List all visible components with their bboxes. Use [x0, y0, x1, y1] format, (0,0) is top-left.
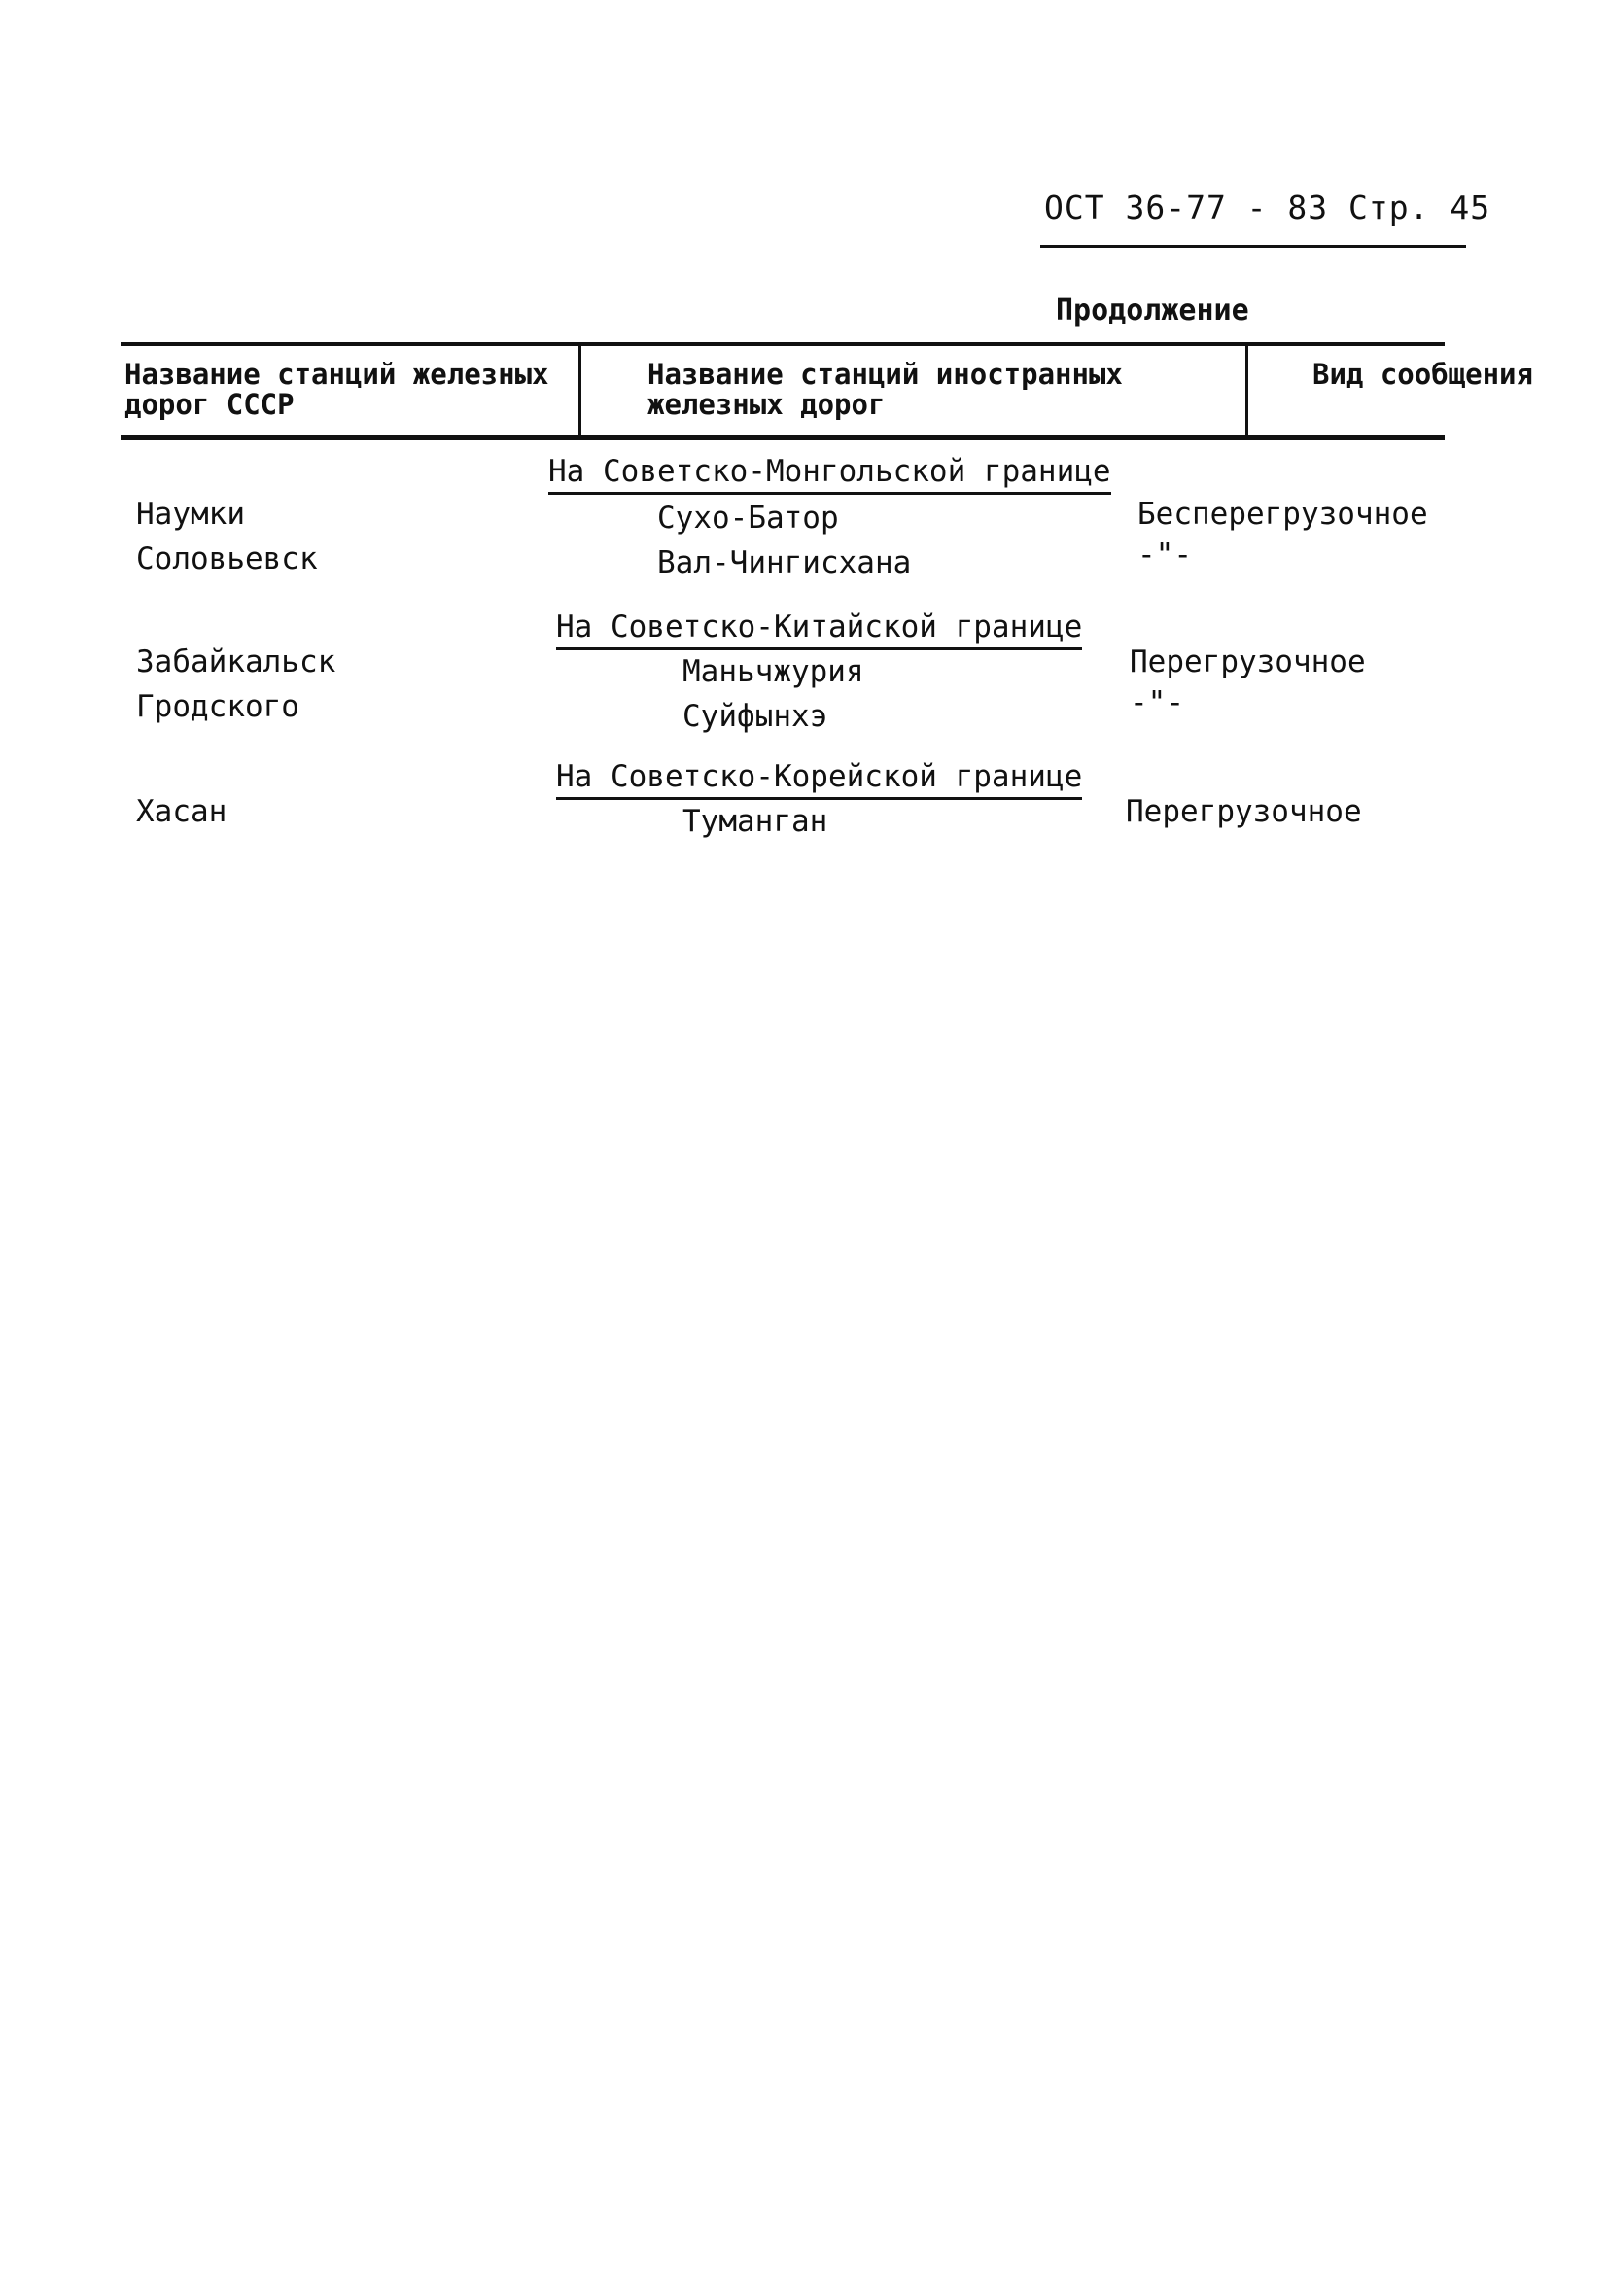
table-cell-ussr: Наумки — [136, 497, 245, 532]
table-cell-type: -"- — [1130, 685, 1184, 720]
table-cell-foreign: Маньчжурия — [682, 654, 864, 689]
table-cell-type: Перегрузочное — [1126, 794, 1362, 829]
table-cell-ussr: Забайкальск — [136, 644, 336, 679]
table-header — [121, 342, 1533, 440]
table-cell-foreign: Туманган — [682, 804, 828, 839]
table-cell-type: -"- — [1137, 538, 1192, 573]
table-cell-ussr: Хасан — [136, 794, 227, 829]
section-title-china: На Советско-Китайской границе — [556, 610, 1082, 650]
table-cell-type: Перегрузочное — [1130, 644, 1366, 679]
table-cell-ussr: Гродского — [136, 689, 299, 724]
column-header-ussr: Название станций железных дорог СССР — [121, 346, 581, 435]
table-cell-foreign: Суйфынхэ — [682, 699, 828, 734]
table-cell-foreign: Сухо-Батор — [657, 501, 839, 536]
section-title-korea: На Советско-Корейской границе — [556, 760, 1082, 800]
document-code: ОСТ 36-77 - 83 Стр. 45 — [1044, 189, 1491, 226]
section-title-mongolia: На Советско-Монгольской границе — [548, 455, 1111, 495]
table-cell-ussr: Соловьевск — [136, 541, 318, 576]
table-cell-type: Бесперегрузочное — [1137, 497, 1428, 532]
table-cell-foreign: Вал-Чингисхана — [657, 545, 912, 580]
column-header-foreign: Название станций иностранных железных дорог — [581, 346, 1248, 435]
document-header — [1040, 187, 1491, 248]
column-header-type: Вид сообщения — [1312, 358, 1533, 391]
continuation-label: Продолжение — [1056, 294, 1249, 328]
